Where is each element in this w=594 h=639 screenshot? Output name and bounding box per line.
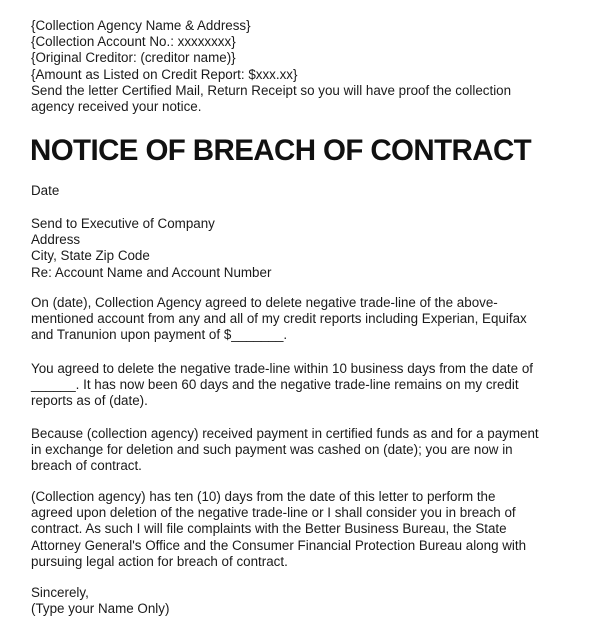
- paragraph-line: breach of contract.: [31, 458, 142, 474]
- recipient-address-block: [31, 216, 271, 281]
- paragraph-line: Because (collection agency) received payment in certified funds as and for a payment: [31, 426, 539, 441]
- header-line: Send the letter Certified Mail, Return Receipt so you will have proof the collection: [31, 82, 512, 98]
- paragraph-line: (Collection agency) has ten (10) days from the date of this letter to perform the: [31, 489, 496, 504]
- paragraph-line: mentioned account from any and all of my credit reports including Experian, Equifax: [31, 311, 527, 327]
- header-line: {Original Creditor: (creditor name)}: [31, 50, 236, 66]
- paragraph-line: contract. As such I will file complaints with the Better Business Bureau, the State: [31, 521, 507, 537]
- body-paragraph-consequences: [31, 489, 526, 570]
- body-paragraph-agreement: [31, 295, 527, 344]
- paragraph-line: Attorney General's Office and the Consumer Financial Protection Bureau along with: [31, 537, 527, 553]
- body-paragraph-deadline: [31, 361, 533, 410]
- paragraph-line: You agreed to delete the negative trade-line within 10 business days from the date of: [31, 361, 533, 376]
- recipient-line: Send to Executive of Company: [31, 216, 215, 231]
- closing-signature-block: [31, 585, 169, 617]
- document-title: NOTICE OF BREACH OF CONTRACT: [30, 134, 532, 167]
- body-paragraph-breach: [31, 426, 539, 475]
- header-line: agency received your notice.: [31, 99, 202, 115]
- header-line: {Collection Agency Name & Address}: [31, 18, 251, 33]
- signature-name-line: (Type your Name Only): [31, 601, 170, 617]
- closing-line: Sincerely,: [31, 585, 89, 600]
- paragraph-line: agreed upon deletion of the negative trade-line or I shall consider you in breach of: [31, 505, 516, 521]
- date-line: Date: [31, 183, 60, 198]
- paragraph-line: pursuing legal action for breach of contract.: [31, 553, 288, 569]
- paragraph-line: in exchange for deletion and such payment was cashed on (date); you are now in: [31, 442, 513, 458]
- recipient-line: City, State Zip Code: [31, 248, 150, 264]
- paragraph-line: reports as of (date).: [31, 393, 148, 409]
- letter-header-instructions: [31, 18, 511, 115]
- header-line: {Amount as Listed on Credit Report: $xxx.xx}: [31, 66, 298, 82]
- paragraph-line: On (date), Collection Agency agreed to delete negative trade-line of the above-: [31, 295, 498, 310]
- header-line: {Collection Account No.: xxxxxxxx}: [31, 34, 236, 50]
- recipient-line: Re: Account Name and Account Number: [31, 264, 272, 280]
- paragraph-line: ______. It has now been 60 days and the negative trade-line remains on my credit: [31, 377, 519, 393]
- recipient-line: Address: [31, 232, 81, 248]
- paragraph-line: and Tranunion upon payment of $_______.: [31, 327, 288, 343]
